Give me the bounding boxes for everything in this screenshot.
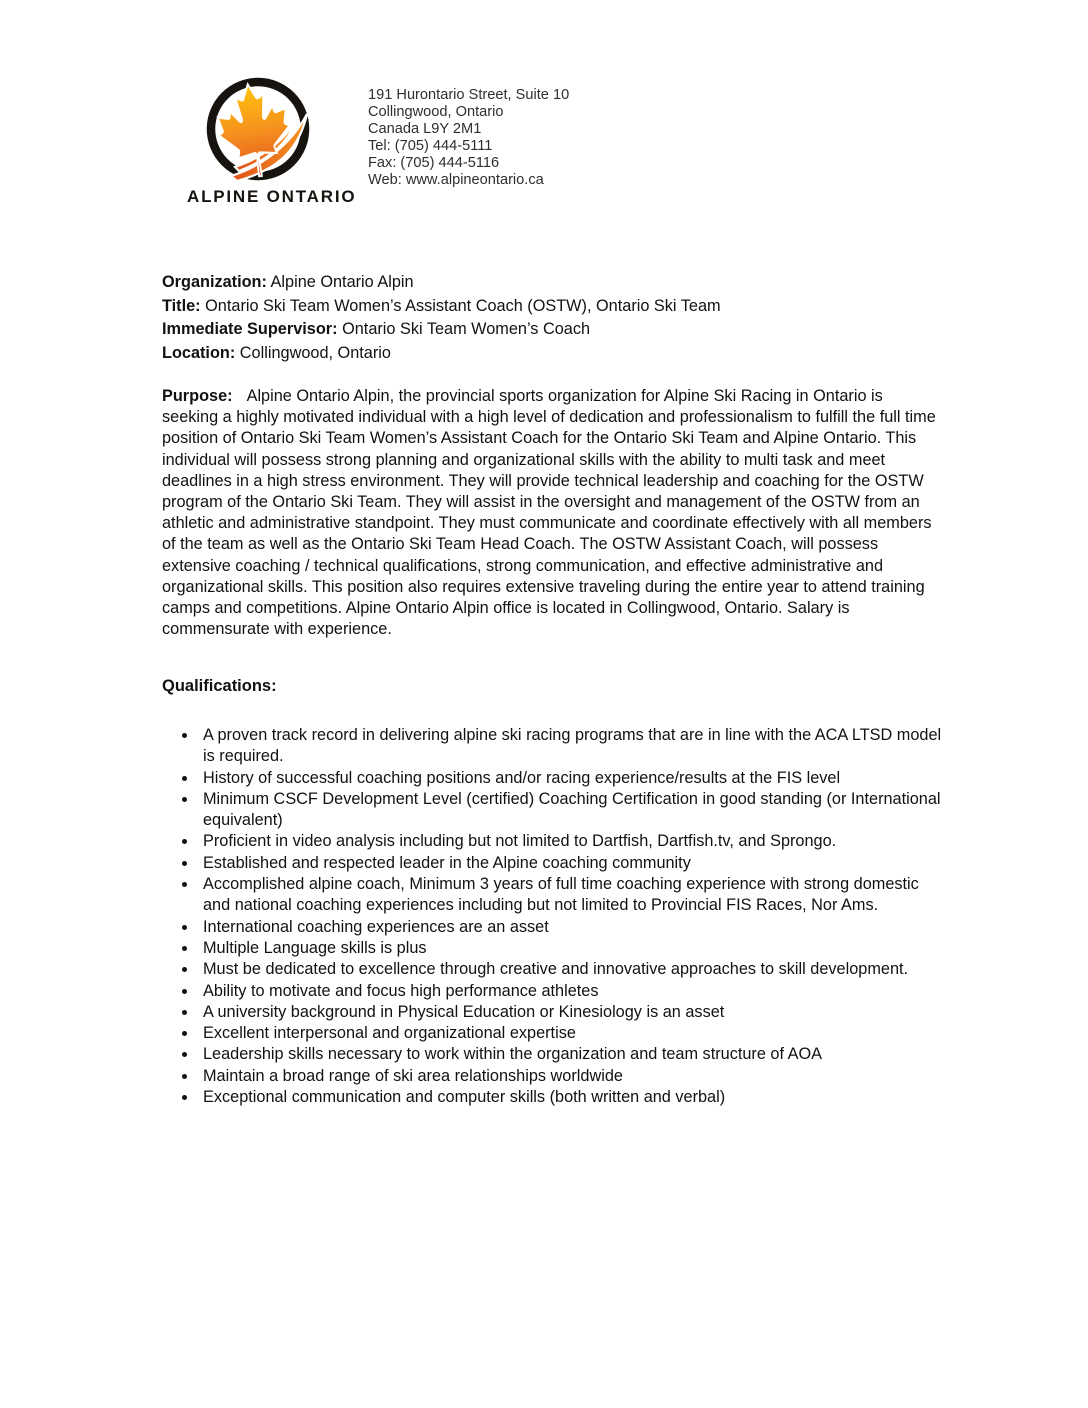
purpose-label: Purpose: bbox=[162, 387, 233, 405]
contact-address-line: Canada L9Y 2M1 bbox=[368, 120, 482, 137]
bullet-icon bbox=[182, 1052, 187, 1057]
detail-title bbox=[162, 295, 962, 319]
bullet-icon bbox=[182, 882, 187, 887]
qualification-text: Accomplished alpine coach, Minimum 3 years of full time coaching experience with strong domestic and national coaching experiences including but not limited to Provincial FIS Races, Nor Ams. bbox=[203, 875, 919, 915]
qualification-text: A university background in Physical Education or Kinesiology is an asset bbox=[203, 1002, 725, 1021]
qualification-item bbox=[162, 725, 948, 768]
qualification-text: Ability to motivate and focus high performance athletes bbox=[203, 981, 599, 1000]
bullet-icon bbox=[182, 989, 187, 994]
qualification-item bbox=[162, 1002, 948, 1023]
qualification-item bbox=[162, 853, 948, 874]
detail-value: Alpine Ontario Alpin bbox=[270, 273, 414, 291]
qualification-text: Maintain a broad range of ski area relationships worldwide bbox=[203, 1066, 623, 1085]
qualification-text: Minimum CSCF Development Level (certified) Coaching Certification in good standing (or International equivalent) bbox=[203, 789, 941, 830]
qualification-item bbox=[162, 981, 948, 1002]
bullet-icon bbox=[182, 925, 187, 930]
qualification-text: International coaching experiences are an asset bbox=[203, 917, 549, 936]
detail-label: Immediate Supervisor: bbox=[162, 320, 338, 339]
bullet-icon bbox=[182, 967, 187, 972]
qualification-item bbox=[162, 1066, 948, 1087]
qualification-text: Exceptional communication and computer skills (both written and verbal) bbox=[203, 1088, 726, 1107]
bullet-icon bbox=[182, 861, 187, 866]
bullet-icon bbox=[182, 733, 187, 738]
qualification-text: History of successful coaching positions and/or racing experience/results at the FIS level bbox=[203, 768, 841, 787]
detail-value: Collingwood, Ontario bbox=[239, 344, 391, 363]
qualification-item bbox=[162, 874, 948, 917]
bullet-icon bbox=[182, 839, 187, 844]
qualification-item bbox=[162, 917, 948, 938]
detail-organization bbox=[162, 271, 962, 295]
qualification-text: Proficient in video analysis including but not limited to Dartfish, Dartfish.tv, and Sprongo. bbox=[203, 832, 837, 851]
bullet-icon bbox=[182, 1095, 187, 1100]
contact-website: Web: www.alpineontario.ca bbox=[368, 171, 544, 188]
contact-block bbox=[368, 87, 569, 188]
qualifications-heading: Qualifications: bbox=[162, 677, 277, 695]
qualification-item bbox=[162, 768, 948, 789]
contact-fax: Fax: (705) 444-5116 bbox=[368, 154, 500, 171]
qualification-item bbox=[162, 1044, 948, 1065]
bullet-icon bbox=[182, 1074, 187, 1079]
qualification-item bbox=[162, 1087, 948, 1108]
bullet-icon bbox=[182, 1031, 187, 1036]
qualification-text: Must be dedicated to excellence through creative and innovative approaches to skill development. bbox=[203, 960, 909, 979]
posting-details bbox=[162, 271, 962, 366]
qualification-text: Multiple Language skills is plus bbox=[203, 938, 427, 957]
detail-value: Ontario Ski Team Women’s Assistant Coach (OSTW), Ontario Ski Team bbox=[205, 296, 721, 315]
detail-label: Title: bbox=[162, 296, 201, 315]
contact-phone: Tel: (705) 444-5111 bbox=[368, 137, 493, 154]
detail-location bbox=[162, 342, 962, 366]
contact-address-line: 191 Hurontario Street, Suite 10 bbox=[368, 87, 570, 103]
qualifications-list bbox=[162, 725, 948, 1108]
qualification-text: Excellent interpersonal and organizational expertise bbox=[203, 1024, 576, 1043]
detail-label: Location: bbox=[162, 344, 236, 363]
contact-address-line: Collingwood, Ontario bbox=[368, 103, 504, 120]
brand-name: ALPINE ONTARIO bbox=[187, 187, 357, 206]
qualification-text: Leadership skills necessary to work within the organization and team structure of AOA bbox=[203, 1045, 822, 1064]
bullet-icon bbox=[182, 1010, 187, 1015]
detail-supervisor bbox=[162, 318, 962, 342]
qualification-item bbox=[162, 959, 948, 980]
qualification-item bbox=[162, 789, 948, 832]
qualification-text: A proven track record in delivering alpine ski racing programs that are in line with the ACA LTSD model is required. bbox=[203, 726, 942, 766]
bullet-icon bbox=[182, 776, 187, 781]
qualification-item bbox=[162, 1023, 948, 1044]
alpine-ontario-logo-icon bbox=[197, 70, 349, 194]
qualification-text: Established and respected leader in the Alpine coaching community bbox=[203, 853, 691, 872]
bullet-icon bbox=[182, 797, 187, 802]
purpose-text: Alpine Ontario Alpin, the provincial sports organization for Alpine Ski Racing in Ontario is seeking a highly motivated individual with a high level of dedication and professionalism to fulfill the full time position of Ontario Ski Team Women’s Assistant Coach for the Ontario Ski Team and Alpine Ontario. This individual will possess strong planning and organizational skills with the ability to multi task and meet deadlines in a high stress environment. They will provide technical leadership and coaching for the OSTW program of the Ontario Ski Team. They will assist in the oversight and management of the OSTW from an athletic and administrative standpoint. They must communicate and coordinate effectively with all members of the team as well as the Ontario Ski Team Head Coach. The OSTW Assistant Coach, will possess extensive coaching / technical qualifications, strong communication, and effective administrative and organizational skills. This position also requires extensive traveling during the entire year to attend training camps and competitions. Alpine Ontario Alpin office is located in Collingwood, Ontario. Salary is commensurate with experience. bbox=[162, 387, 936, 639]
detail-value: Ontario Ski Team Women’s Coach bbox=[342, 320, 591, 339]
bullet-icon bbox=[182, 946, 187, 951]
qualification-item bbox=[162, 938, 948, 959]
qualification-item bbox=[162, 831, 948, 852]
detail-label: Organization: bbox=[162, 273, 267, 291]
purpose-paragraph bbox=[162, 386, 940, 640]
